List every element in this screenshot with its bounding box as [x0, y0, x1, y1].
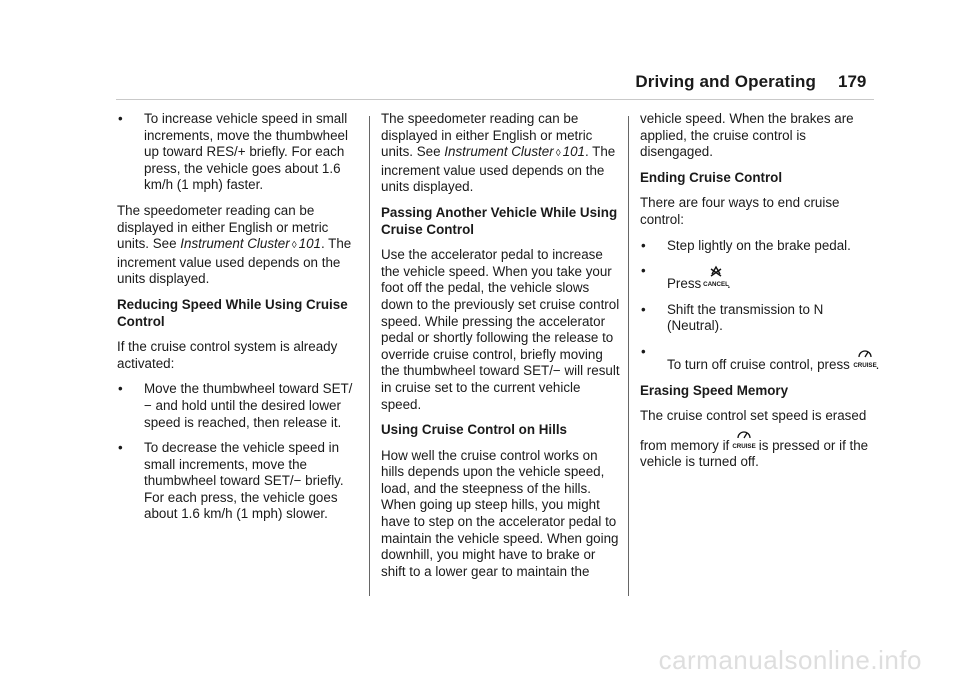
bullet-mark: •	[641, 343, 646, 359]
list-item	[117, 381, 359, 431]
bullet-mark: •	[118, 381, 123, 397]
list-item-text: Shift the transmission to N (Neutral).	[667, 301, 824, 334]
list-item	[117, 111, 359, 194]
paragraph: vehicle speed. When the brakes are applied, the cruise control is disengaged.	[640, 111, 854, 160]
header-divider	[116, 99, 874, 100]
page-number: 179	[838, 72, 867, 91]
list-item-text	[667, 263, 880, 293]
paragraph-text: . The increment value used depends on the units displayed.	[117, 236, 352, 287]
section-title: Driving and Operating	[635, 72, 816, 91]
paragraph-text: The speedometer reading can be displayed in either English or metric units. See	[117, 202, 329, 252]
list-item-text: Step lightly on the brake pedal.	[667, 237, 851, 253]
page-reference-icon: ◊	[555, 148, 561, 160]
cross-reference-page[interactable]: 101	[562, 144, 585, 160]
cruise-icon-label: CRUISE	[732, 442, 756, 450]
bullet-mark: •	[641, 301, 646, 317]
section-heading: Using Cruise Control on Hills	[381, 422, 567, 438]
paragraph-text: . The increment value used depends on the units displayed.	[381, 144, 616, 195]
cross-reference-page[interactable]: 101	[298, 236, 321, 252]
section-heading: Reducing Speed While Using Cruise Control	[117, 296, 348, 329]
cross-reference-link[interactable]: Instrument Cluster	[180, 236, 290, 252]
bullet-mark: •	[641, 263, 646, 279]
cancel-icon-label: CANCEL	[703, 281, 729, 289]
bullet-mark: •	[118, 440, 123, 456]
column-2	[381, 111, 621, 589]
list-item	[640, 238, 880, 255]
bullet-mark: •	[641, 237, 646, 253]
list-item	[640, 302, 880, 335]
list-item-text: To increase vehicle speed in small increments, move the thumbwheel up toward RES/+ briefly. For each press, the vehicle goes about 1.6 km/h (1 mph) faster.	[144, 111, 348, 193]
watermark	[0, 645, 960, 676]
page-reference-icon: ◊	[291, 240, 297, 252]
list-item	[640, 344, 880, 374]
paragraph: If the cruise control system is already activated:	[117, 339, 338, 371]
paragraph: Use the accelerator pedal to increase the vehicle speed. When you take your foot off the pedal, the vehicle slows down to the previously set cruise control speed. While pressing the accelerator pedal or shortly following the release to override cruise control, briefly moving the thumbwheel toward SET/− will result in cruise set to the current vehicle speed.	[381, 247, 620, 412]
paragraph-text: The cruise control set speed is erased from memory if	[640, 408, 867, 453]
column-3	[640, 111, 880, 480]
paragraph: There are four ways to end cruise control:	[640, 195, 840, 227]
list-item	[640, 263, 880, 293]
list-item-text-part: .	[875, 356, 880, 372]
cruise-icon-label: CRUISE	[852, 361, 877, 369]
section-heading: Passing Another Vehicle While Using Cruise Control	[381, 204, 618, 237]
cruise-control-icon	[733, 425, 755, 451]
list-item-text-part: .	[726, 276, 731, 292]
column-divider-right	[628, 116, 629, 596]
list-item-text-part: Press	[667, 276, 705, 292]
watermark-text: carmanualsonline.info	[658, 645, 922, 675]
cross-reference-link[interactable]: Instrument Cluster	[444, 144, 554, 160]
list-item-text: To decrease the vehicle speed in small increments, move the thumbwheel toward SET/− briefly. For each press, the vehicle goes about 1.6 km/h (1 mph) slower.	[144, 440, 344, 522]
list-item-text-part: To turn off cruise control, press	[667, 356, 854, 372]
cruise-control-icon	[854, 344, 876, 370]
column-1	[117, 111, 359, 532]
paragraph-text: is pressed or if the vehicle is turned off.	[640, 437, 869, 470]
column-divider-left	[369, 116, 370, 596]
paragraph	[381, 111, 621, 196]
bullet-mark: •	[118, 111, 123, 126]
paragraph	[640, 408, 880, 471]
paragraph: How well the cruise control works on hills depends upon the vehicle speed, load, and the steepness of the hills. When going up steep hills, you might have to step on the accelerator pedal to maintain the vehicle speed. When going downhill, you might have to brake or shift to a lower gear to maintain the	[381, 447, 619, 579]
list-item	[117, 440, 359, 523]
list-item-text	[667, 344, 880, 374]
section-heading: Erasing Speed Memory	[640, 382, 789, 398]
paragraph	[117, 203, 359, 288]
section-heading: Ending Cruise Control	[640, 169, 783, 185]
paragraph-text: The speedometer reading can be displayed in either English or metric units. See	[381, 111, 593, 160]
cruise-cancel-icon	[705, 263, 727, 289]
list-item-text: Move the thumbwheel toward SET/− and hold until the desired lower speed is reached, then release it.	[144, 381, 353, 430]
